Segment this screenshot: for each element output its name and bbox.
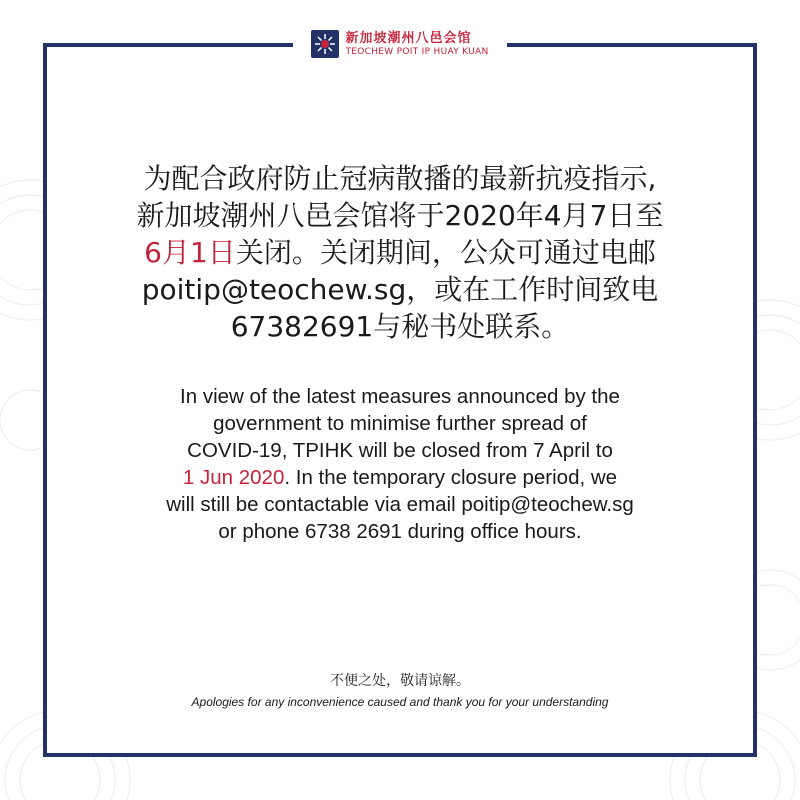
notice-cn-line [60, 234, 740, 271]
notice-cn-line: 67382691与秘书处联系。 [230, 310, 570, 343]
notice-en-text: . In the temporary closure period, we [284, 466, 618, 489]
notice-cn-line: 为配合政府防止冠病散播的最新抗疫指示, [143, 162, 657, 195]
highlight-date-cn: 6月1日 [144, 236, 236, 269]
emblem-icon [311, 30, 339, 58]
logo-text [345, 32, 488, 57]
notice-cn-line: poitip@teochew.sg，或在工作时间致电 [141, 273, 659, 306]
notice-cn-line: 新加坡潮州八邑会馆将于2020年4月7日至 [136, 199, 664, 232]
notice-en-line: will still be contactable via email poitip@teochew.sg [166, 493, 634, 516]
highlight-date-en: 1 Jun 2020 [182, 466, 285, 489]
notice-en-line: In view of the latest measures announced by the [180, 385, 620, 408]
notice-en-line: government to minimise further spread of [213, 412, 587, 435]
notice-en-line [60, 464, 740, 491]
logo-name-cn: 新加坡潮州八邑会馆 [345, 30, 472, 46]
notice-cn-text: 关闭。关闭期间，公众可通过电邮 [235, 236, 656, 269]
apology-chinese: 不便之处，敬请谅解。 [330, 673, 470, 689]
notice-en-line: COVID-19, TPIHK will be closed from 7 April to [187, 439, 613, 462]
notice-chinese [60, 160, 740, 345]
logo [293, 22, 507, 66]
logo-name-en: TEOCHEW POIT IP HUAY KUAN [345, 46, 489, 57]
apology-english: Apologies for any inconvenience caused and thank you for your understanding [191, 695, 609, 709]
notice-english [60, 383, 740, 545]
notice-en-line: or phone 6738 2691 during office hours. [218, 520, 582, 543]
